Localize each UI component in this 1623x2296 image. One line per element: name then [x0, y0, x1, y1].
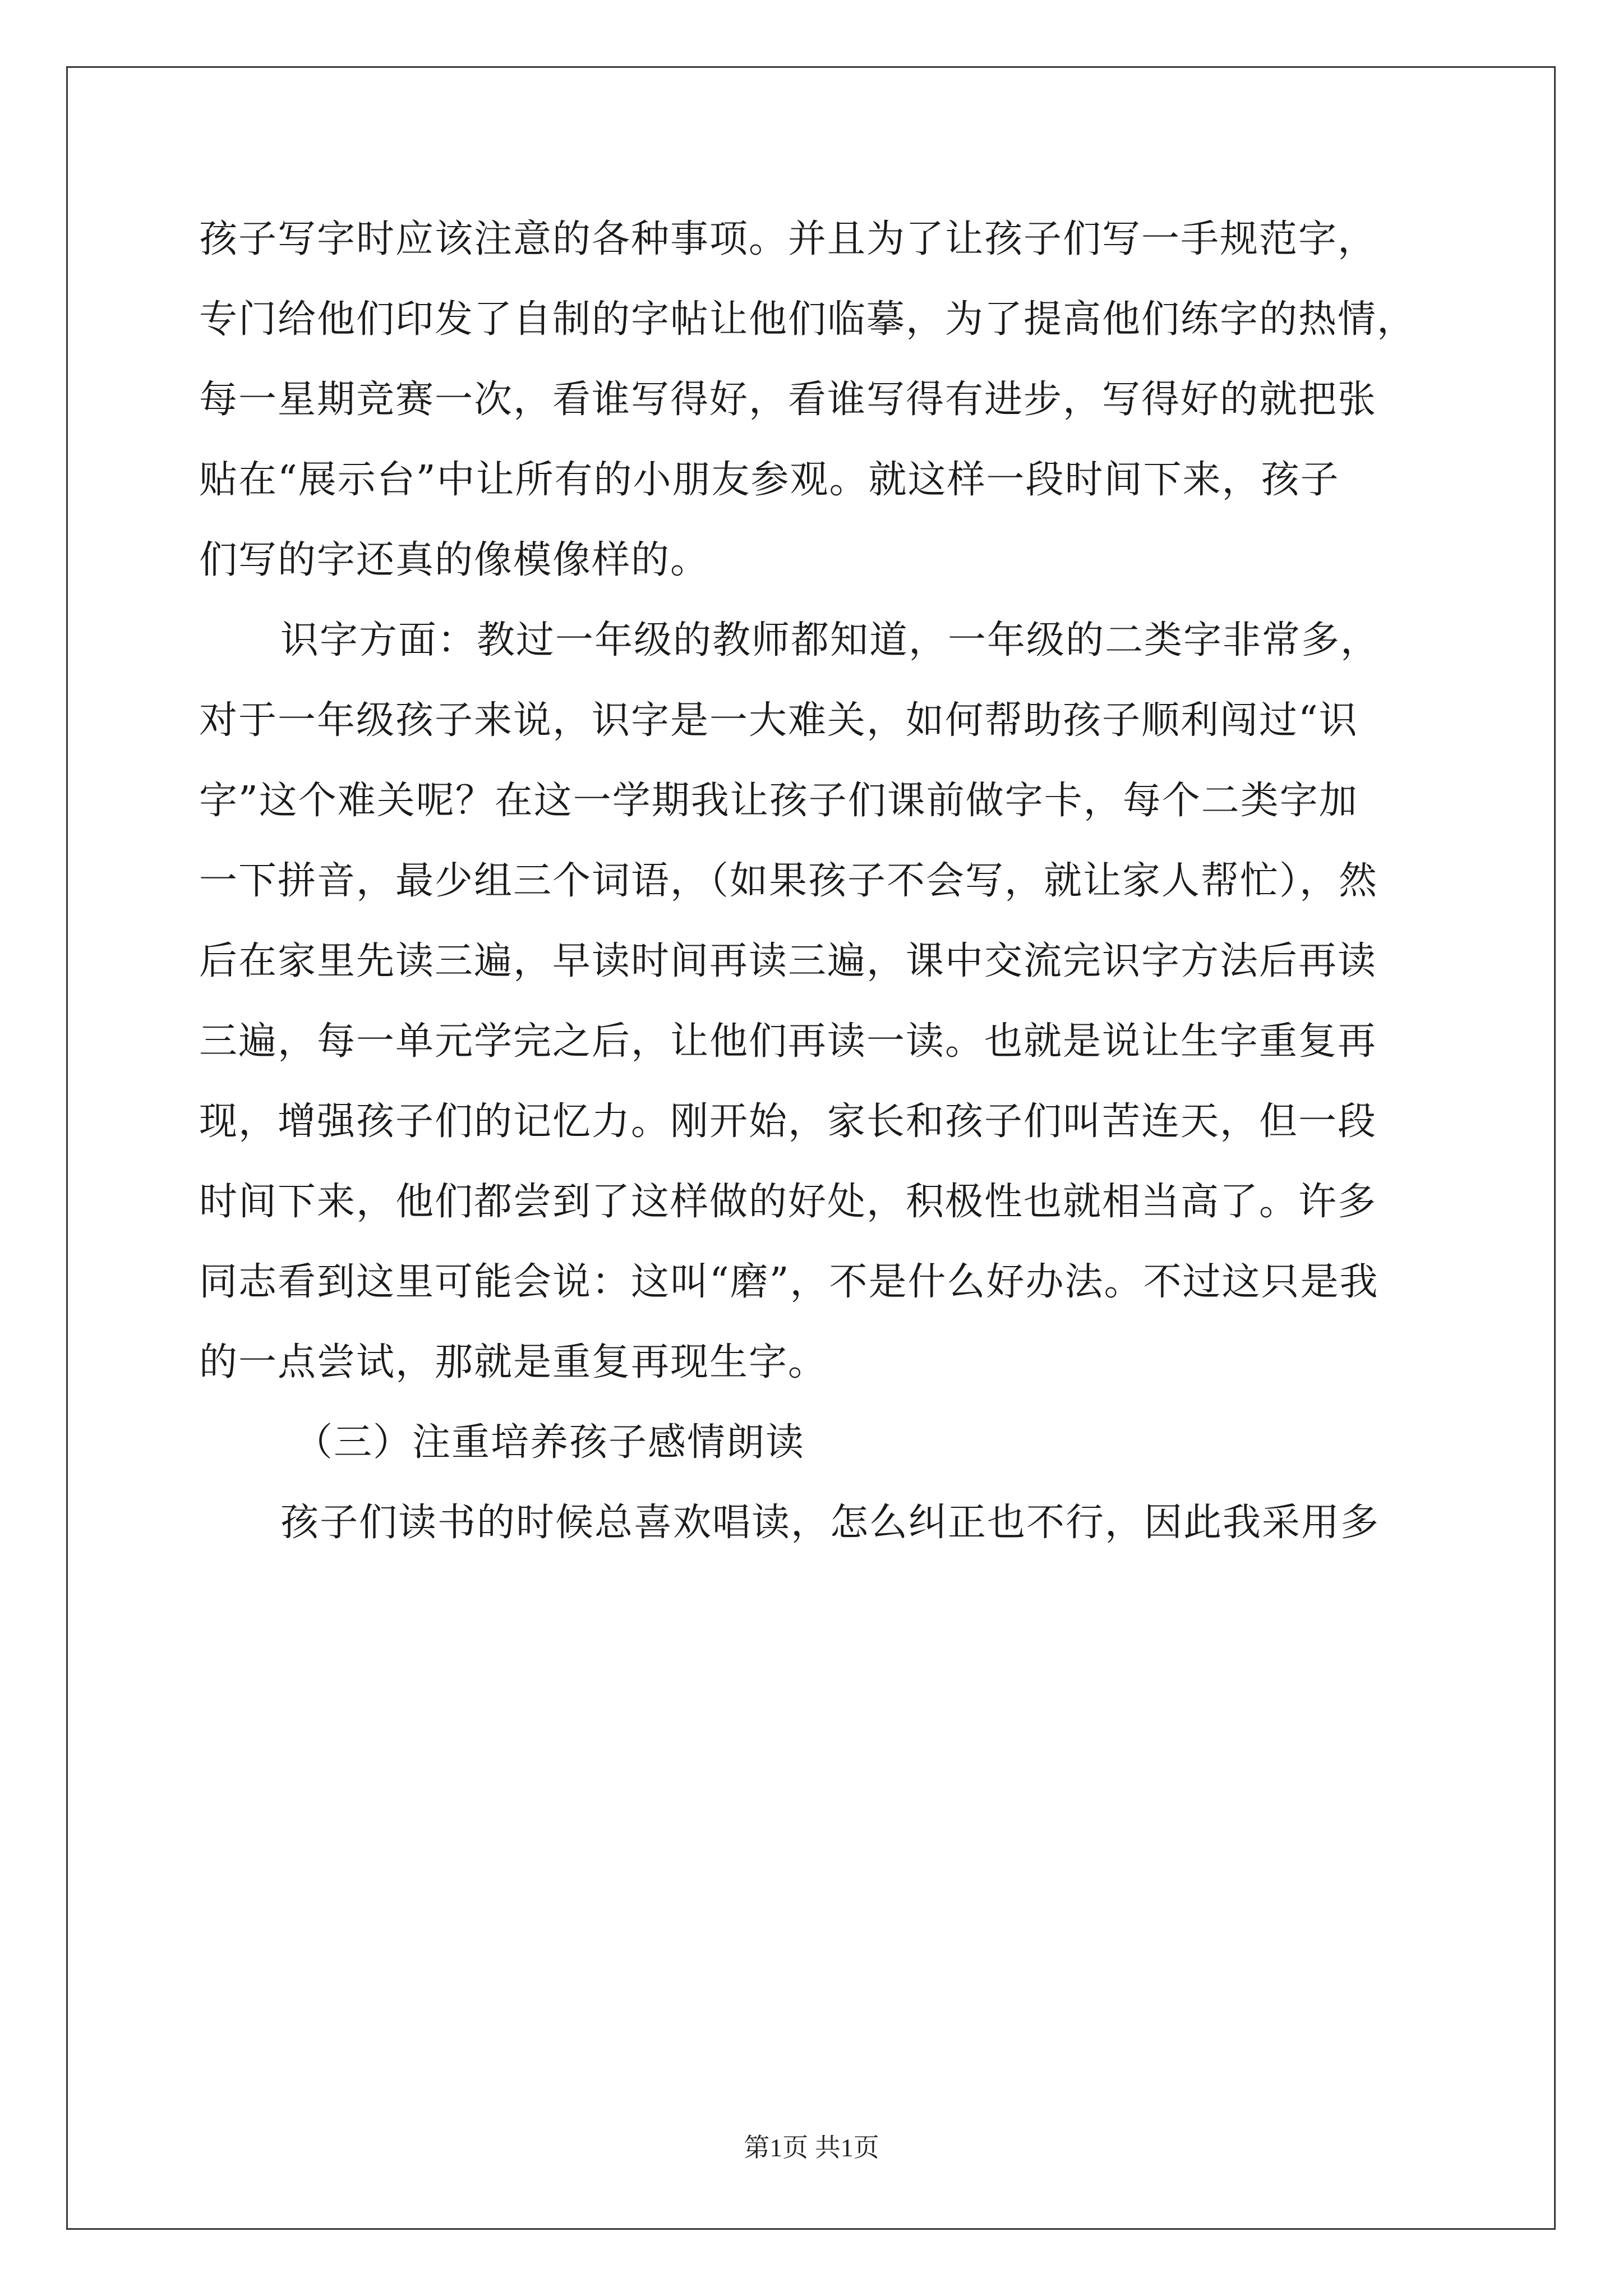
text-line: 孩子写字时应该注意的各种事项。并且为了让孩子们写一手规范字，: [199, 217, 1377, 261]
text-line: 专门给他们印发了自制的字帖让他们临摹，为了提高他们练字的热情，: [199, 297, 1417, 342]
text-line: 三遍，每一单元学完之后，让他们再读一读。也就是说让生字重复再: [199, 1019, 1377, 1064]
text-line: 们写的字还真的像模像样的。: [199, 538, 710, 582]
document-body: [199, 199, 1433, 1563]
text-line: 贴在“展示台”中让所有的小朋友参观。就这样一段时间下来，孩子: [199, 458, 1340, 502]
paragraph-start-line: 孩子们读书的时候总喜欢唱读，怎么纠正也不行，因此我采用多: [280, 1501, 1380, 1545]
text-line: 对于一年级孩子来说，识字是一大难关，如何帮助孩子顺利闯过“识: [199, 698, 1358, 743]
page-footer: 第1页 共1页: [744, 2133, 879, 2162]
text-line: 字”这个难关呢？在这一学期我让孩子们课前做字卡，每个二类字加: [199, 779, 1358, 823]
text-line: 的一点尝试，那就是重复再现生字。: [199, 1340, 828, 1384]
section-heading: （三）注重培养孩子感情朗读: [294, 1420, 805, 1465]
text-line: 每一星期竞赛一次，看谁写得好，看谁写得有进步，写得好的就把张: [199, 378, 1377, 422]
paragraph-start-line: 识字方面：教过一年级的教师都知道，一年级的二类字非常多，: [280, 618, 1380, 662]
text-line: 时间下来，他们都尝到了这样做的好处，积极性也就相当高了。许多: [199, 1180, 1377, 1224]
text-line: 后在家里先读三遍，早读时间再读三遍，课中交流完识字方法后再读: [199, 939, 1377, 983]
text-line: 同志看到这里可能会说：这叫“磨”，不是什么好办法。不过这只是我: [199, 1260, 1379, 1304]
text-line: 一下拼音，最少组三个词语，（如果孩子不会写，就让家人帮忙），然: [199, 859, 1378, 903]
text-line: 现，增强孩子们的记忆力。刚开始，家长和孩子们叫苦连天，但一段: [199, 1099, 1377, 1144]
